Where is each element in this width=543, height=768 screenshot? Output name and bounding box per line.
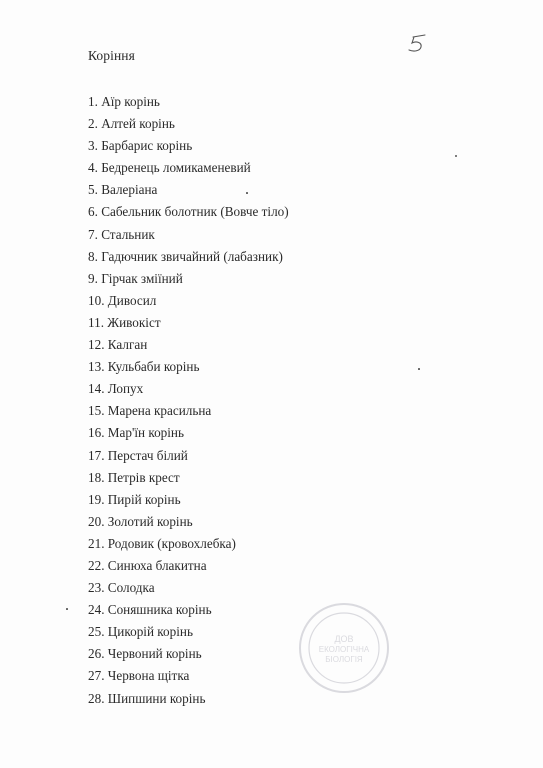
faded-stamp: [296, 600, 392, 696]
list-item: 17. Перстач білий: [88, 447, 188, 463]
list-item: 14. Лопух: [88, 381, 144, 397]
page-mark-icon: [405, 32, 431, 54]
list-item: 28. Шипшини корінь: [88, 690, 206, 706]
handwritten-page-mark: [405, 32, 431, 54]
list-item: 27. Червона щітка: [88, 668, 190, 684]
list-item: 18. Петрів крест: [88, 469, 180, 485]
scan-speck: [418, 368, 420, 370]
list-item: 23. Солодка: [88, 580, 155, 596]
scan-speck: [246, 192, 248, 194]
list-item: 19. Пирій корінь: [88, 491, 181, 507]
list-item: 10. Дивосил: [88, 292, 157, 308]
scan-speck: [66, 608, 68, 610]
list-item: 15. Марена красильна: [88, 403, 212, 419]
list-item: 6. Сабельник болотник (Вовче тіло): [88, 204, 289, 220]
list-item: 22. Синюха блакитна: [88, 557, 207, 573]
list-item: 26. Червоний корінь: [88, 646, 202, 662]
list-item: 13. Кульбаби корінь: [88, 359, 200, 375]
list-item: 25. Цикорій корінь: [88, 624, 193, 640]
list-item: 9. Гірчак зміїний: [88, 270, 183, 286]
list-item: 24. Соняшника корінь: [88, 602, 212, 618]
list-item: 2. Алтей корінь: [88, 116, 175, 132]
list-item: 1. Аїр корінь: [88, 94, 160, 109]
roots-list: [88, 94, 289, 713]
scan-speck: [455, 155, 457, 157]
stamp-text-top: ДОВ: [334, 634, 354, 644]
list-item: 8. Гадючник звичайний (лабазник): [88, 248, 283, 264]
list-item: 16. Мар'їн корінь: [88, 425, 185, 441]
list-item: 4. Бедренець ломикаменевий: [88, 160, 251, 176]
list-item: 3. Барбарис корінь: [88, 138, 193, 154]
list-item: 20. Золотий корінь: [88, 513, 193, 529]
list-item: 5. Валеріана: [88, 182, 158, 198]
list-item: 12. Калган: [88, 337, 148, 353]
stamp-seal-icon: [296, 600, 392, 696]
page-title: Коріння: [88, 48, 135, 63]
list-item: 21. Родовик (кровохлебка): [88, 535, 236, 551]
stamp-text-low: БІОЛОГІЯ: [325, 655, 363, 664]
stamp-text-mid: ЕКОЛОГІЧНА: [318, 645, 370, 654]
list-item: 11. Живокіст: [88, 314, 161, 330]
list-item: 7. Стальник: [88, 226, 155, 242]
